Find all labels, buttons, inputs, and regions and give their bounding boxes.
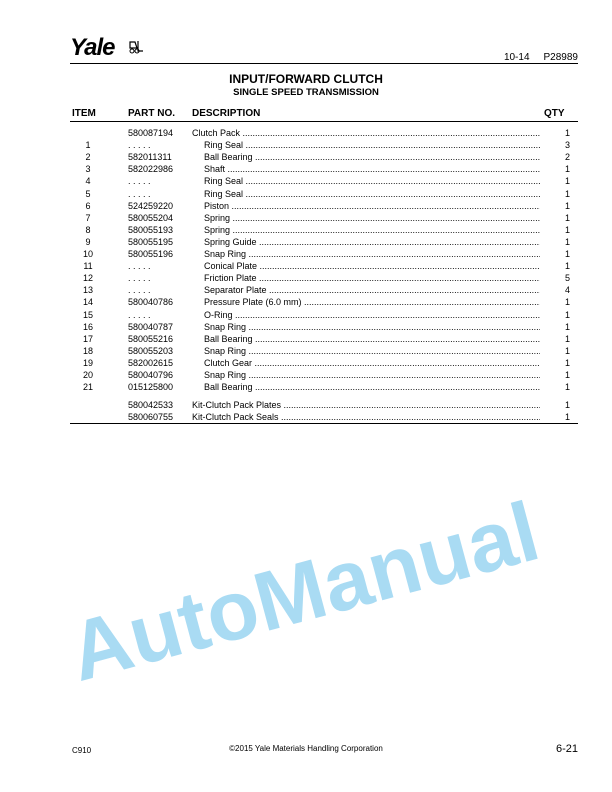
page-number: 6-21: [555, 743, 578, 755]
item-number: 11: [83, 261, 93, 272]
header-info: [490, 52, 578, 63]
col-desc: DESCRIPTION: [192, 108, 261, 119]
quantity: 1: [564, 188, 570, 199]
description: Ring Seal .....: [204, 188, 540, 200]
description: Pressure Plate (6.0 mm) .....: [204, 296, 540, 308]
description: Kit-Clutch Pack Plates .....: [192, 399, 540, 411]
date: 10-14: [503, 52, 530, 63]
quantity: 2: [564, 152, 570, 163]
quantity: 1: [564, 249, 570, 259]
item-number: 5: [85, 188, 91, 199]
part-number: 524259220: [128, 200, 174, 211]
quantity: 5: [564, 273, 570, 284]
description: Shaft .....: [204, 163, 540, 175]
col-qty: QTY: [544, 108, 565, 119]
quantity: 1: [564, 212, 570, 223]
part-number: 580087194: [128, 128, 174, 138]
item-number: 12: [82, 273, 93, 284]
description: Snap Ring .....: [204, 345, 540, 357]
item-number: 19: [82, 357, 93, 368]
part-number: . . . . .: [128, 188, 151, 199]
table-row: [0, 284, 612, 296]
item-number: 9: [85, 236, 91, 247]
table-row: [0, 175, 612, 187]
quantity: 1: [564, 382, 570, 393]
item-number: 3: [85, 164, 91, 175]
table-row: [0, 333, 612, 345]
part-number: 580055204: [128, 212, 174, 223]
part-number: 582002615: [128, 357, 174, 368]
col-part: PART NO.: [128, 108, 176, 119]
description: Spring Guide .....: [204, 236, 540, 248]
description: Conical Plate .....: [204, 260, 540, 272]
description: Clutch Gear .....: [204, 357, 540, 369]
table-row: [0, 357, 612, 369]
item-number: 1: [85, 140, 91, 151]
quantity: 1: [564, 370, 570, 380]
part-number: . . . . .: [128, 261, 151, 272]
table-row: [0, 321, 612, 333]
part-number: 580040787: [128, 321, 174, 332]
table-row: [0, 127, 612, 139]
quantity: 1: [564, 357, 570, 368]
quantity: 1: [564, 400, 570, 411]
item-number: 8: [85, 224, 91, 235]
description: Snap Ring .....: [204, 248, 540, 260]
description: Ring Seal .....: [204, 175, 540, 187]
part-number: 580055196: [128, 249, 174, 259]
table-row: [0, 163, 612, 175]
item-number: 6: [85, 200, 91, 211]
description: Ball Bearing .....: [204, 381, 540, 393]
item-number: 7: [85, 212, 91, 223]
table-row: [0, 151, 612, 163]
table-row: [0, 296, 612, 308]
part-number: 580040786: [128, 297, 174, 308]
description: Snap Ring .....: [204, 369, 540, 381]
item-number: 10: [82, 249, 93, 259]
col-item: ITEM: [72, 108, 96, 119]
table-bottom-rule: [70, 423, 578, 424]
footer-model: C910: [72, 746, 92, 755]
quantity: 1: [564, 128, 570, 138]
table-row: [0, 188, 612, 200]
header-rule: [70, 63, 578, 64]
description: Friction Plate .....: [204, 272, 540, 284]
part-number: 580060755: [128, 412, 174, 423]
quantity: 1: [564, 261, 570, 272]
table-row: [0, 345, 612, 357]
part-number: . . . . .: [128, 309, 151, 320]
item-number: 14: [82, 297, 93, 308]
description: Snap Ring .....: [204, 321, 540, 333]
quantity: 4: [564, 285, 570, 296]
item-number: 17: [82, 333, 93, 344]
quantity: 1: [564, 236, 570, 247]
part-number: 580042533: [128, 400, 174, 411]
quantity: 1: [564, 321, 570, 332]
item-number: 16: [82, 321, 93, 332]
part-number: 580040796: [128, 370, 174, 380]
table-row: [0, 200, 612, 212]
part-number: . . . . .: [128, 273, 151, 284]
item-number: 13: [82, 285, 93, 296]
table-row: [0, 248, 612, 260]
quantity: 1: [564, 297, 570, 308]
table-row: [0, 272, 612, 284]
part-number: 582022986: [128, 164, 174, 175]
item-number: 21: [82, 382, 93, 393]
watermark: AutoManual: [59, 483, 549, 699]
table-row: [0, 411, 612, 423]
description: Spring .....: [204, 224, 540, 236]
part-number: 580055195: [128, 236, 174, 247]
description: Spring .....: [204, 212, 540, 224]
description: Piston .....: [204, 200, 540, 212]
quantity: 1: [564, 200, 570, 211]
description: O-Ring .....: [204, 309, 540, 321]
part-number: 580055216: [128, 333, 174, 344]
quantity: 1: [564, 333, 570, 344]
forklift-icon: [128, 40, 144, 54]
description: Separator Plate .....: [204, 284, 540, 296]
description: Ball Bearing .....: [204, 333, 540, 345]
footer-copyright: ©2015 Yale Materials Handling Corporation: [229, 744, 383, 753]
quantity: 3: [564, 140, 570, 151]
description: Ball Bearing .....: [204, 151, 540, 163]
item-number: 20: [82, 370, 93, 380]
part-number: . . . . .: [128, 176, 151, 187]
table-header-rule: [70, 121, 578, 122]
table-row: [0, 369, 612, 381]
quantity: 1: [564, 176, 570, 187]
quantity: 1: [564, 345, 570, 356]
table-row: [0, 260, 612, 272]
part-number: . . . . .: [128, 285, 151, 296]
doc-number: P28989: [543, 52, 578, 63]
description: Clutch Pack .....: [192, 127, 540, 139]
item-number: 18: [82, 345, 93, 356]
page-subtitle: SINGLE SPEED TRANSMISSION: [233, 87, 379, 98]
logo-text: Yale: [70, 34, 115, 61]
item-number: 4: [85, 176, 91, 187]
item-number: 15: [82, 309, 93, 320]
quantity: 1: [564, 309, 570, 320]
table-row: [0, 381, 612, 393]
part-number: 580055193: [128, 224, 174, 235]
page-title: INPUT/FORWARD CLUTCH: [229, 72, 383, 86]
description: Kit-Clutch Pack Seals .....: [192, 411, 540, 423]
table-row: [0, 399, 612, 411]
description: Ring Seal .....: [204, 139, 540, 151]
item-number: 2: [85, 152, 91, 163]
part-number: 015125800: [128, 382, 174, 393]
part-number: 582011311: [128, 152, 172, 163]
yale-logo: [70, 34, 114, 62]
table-row: [0, 236, 612, 248]
quantity: 1: [564, 164, 570, 175]
quantity: 1: [564, 412, 570, 423]
part-number: 580055203: [128, 345, 174, 356]
part-number: . . . . .: [128, 140, 151, 151]
quantity: 1: [564, 224, 570, 235]
table-row: [0, 224, 612, 236]
table-row: [0, 309, 612, 321]
table-row: [0, 212, 612, 224]
table-row: [0, 139, 612, 151]
